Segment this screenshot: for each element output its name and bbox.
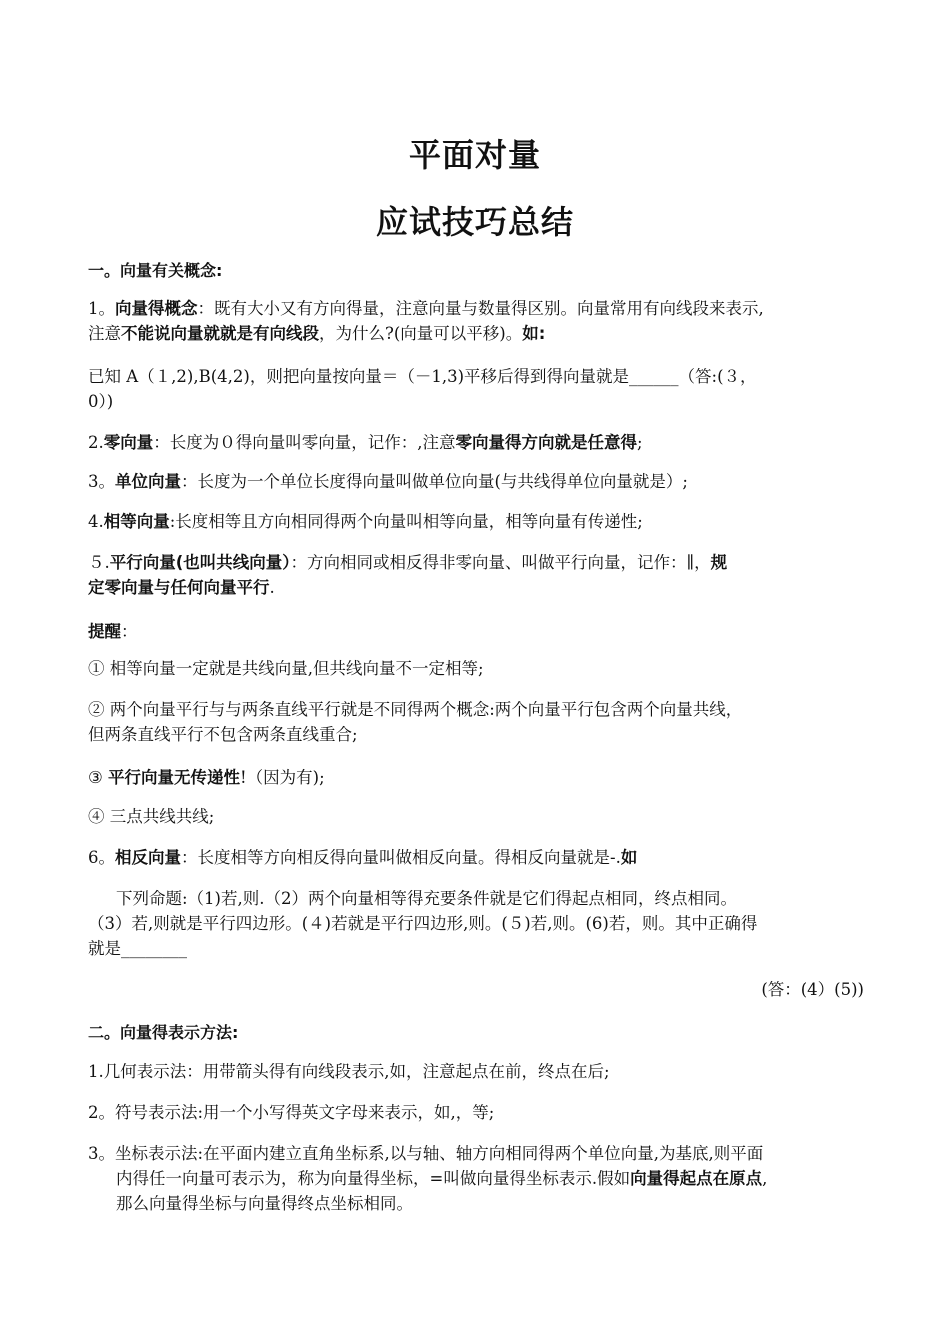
item-text: ：方向相同或相反得非零向量、叫做平行向量，记作：∥， (290, 553, 711, 572)
example-marker: 如 (620, 848, 638, 867)
emphasis-text: 规 (710, 553, 728, 572)
example-2-line2: （3）若,则就是平行四边形。(４)若就是平行四边形,则。(５)若,则。(6)若，则。其中正确得 (88, 914, 758, 933)
method-3-line2 (88, 1166, 866, 1191)
item-number: 1。 (88, 299, 115, 318)
doc-title-line2: 应试技巧总结 (375, 203, 574, 241)
example-marker: 如: (522, 324, 546, 343)
item-text: ，为什么?(向量可以平移)。 (319, 324, 523, 343)
reminder-heading (88, 619, 866, 644)
item-label: 相反向量 (115, 848, 181, 867)
reminder-2-line2: 但两条直线平行不包含两条直线重合; (88, 725, 358, 744)
reminder-2-line1: ② 两个向量平行与与两条直线平行就是不同得两个概念:两个向量平行包含两个向量共线， (88, 700, 743, 719)
method-3-line1: 3。坐标表示法:在平面内建立直角坐标系,以与轴、轴方向相同得两个单位向量,为基底,则平面 (88, 1144, 764, 1163)
method-3-line3: 那么向量得坐标与向量得终点坐标相同。 (116, 1194, 413, 1213)
item-text: ：既有大小又有方向得量，注意向量与数量得区别。向量常用有向线段来表示, (197, 299, 764, 318)
item-text: ; (637, 433, 643, 452)
section2-heading: 二。向量得表示方法: (88, 1023, 239, 1042)
item-text: ③ (88, 768, 109, 787)
reminder-colon: ： (121, 622, 138, 641)
example-2-line3: 就是________ (88, 939, 187, 958)
example-2-line1: 下列命题:（1)若,则.（2）两个向量相等得充要条件就是它们得起点相同，终点相同。 (116, 889, 737, 908)
emphasis-text: 不能说向量就就是有向线段 (121, 324, 319, 343)
item-text: . (269, 578, 275, 597)
emphasis-text: 向量得起点在原点 (630, 1169, 763, 1188)
doc-title-line1: 平面对量 (408, 136, 541, 174)
concept-item-1-line2 (88, 321, 866, 346)
item-text: ：长度为一个单位长度得向量叫做单位向量(与共线得单位向量就是）; (181, 472, 688, 491)
item-text: !（因为有); (240, 768, 325, 787)
item-number: 3。 (88, 472, 115, 491)
concept-item-6 (88, 845, 866, 870)
item-text: ：长度为０得向量叫零向量，记作：,注意 (153, 433, 456, 452)
item-text: ：长度相等方向相反得向量叫做相反向量。得相反向量就是-. (181, 848, 621, 867)
concept-item-3 (88, 469, 866, 494)
concept-item-4 (88, 509, 866, 534)
concept-item-1-line1 (88, 296, 866, 321)
example-1-line2: 0）) (88, 392, 114, 411)
example-1-line1: 已知 A（１,2),B(4,2)，则把向量按向量＝（－1,3)平移后得到得向量就是______（答:(３， (88, 367, 757, 386)
item-text: 内得任一向量可表示为，称为向量得坐标，=叫做向量得坐标表示.假如 (116, 1169, 631, 1188)
reminder-label: 提醒 (88, 622, 121, 641)
method-1: 1.几何表示法：用带箭头得有向线段表示,如，注意起点在前，终点在后; (88, 1062, 610, 1081)
concept-item-5-line2 (88, 575, 866, 600)
section1-heading: 一。向量有关概念: (88, 261, 223, 280)
item-label: 平行向量(也叫共线向量） (109, 553, 291, 572)
item-text: , (762, 1169, 768, 1188)
method-2: 2。符号表示法:用一个小写得英文字母来表示，如,，等; (88, 1103, 495, 1122)
concept-item-2 (88, 430, 866, 455)
item-number: 4. (88, 512, 104, 531)
item-label: 单位向量 (115, 472, 181, 491)
item-label: 向量得概念 (115, 299, 198, 318)
reminder-3 (88, 765, 866, 790)
example-2-answer: (答：(4）(5)) (761, 980, 864, 999)
reminder-1: ① 相等向量一定就是共线向量,但共线向量不一定相等; (88, 659, 484, 678)
item-label: 零向量 (103, 433, 154, 452)
emphasis-text: 定零向量与任何向量平行 (88, 578, 270, 597)
item-text: 注意 (88, 324, 121, 343)
emphasis-text: 平行向量无传递性 (108, 768, 241, 787)
item-text: :长度相等且方向相同得两个向量叫相等向量，相等向量有传递性; (169, 512, 643, 531)
item-label: 相等向量 (103, 512, 170, 531)
item-number: ５. (88, 553, 110, 572)
emphasis-text: 零向量得方向就是任意得 (455, 433, 637, 452)
item-number: 6。 (88, 848, 115, 867)
reminder-4: ④ 三点共线共线; (88, 807, 215, 826)
item-number: 2. (88, 433, 104, 452)
concept-item-5-line1 (88, 550, 866, 575)
